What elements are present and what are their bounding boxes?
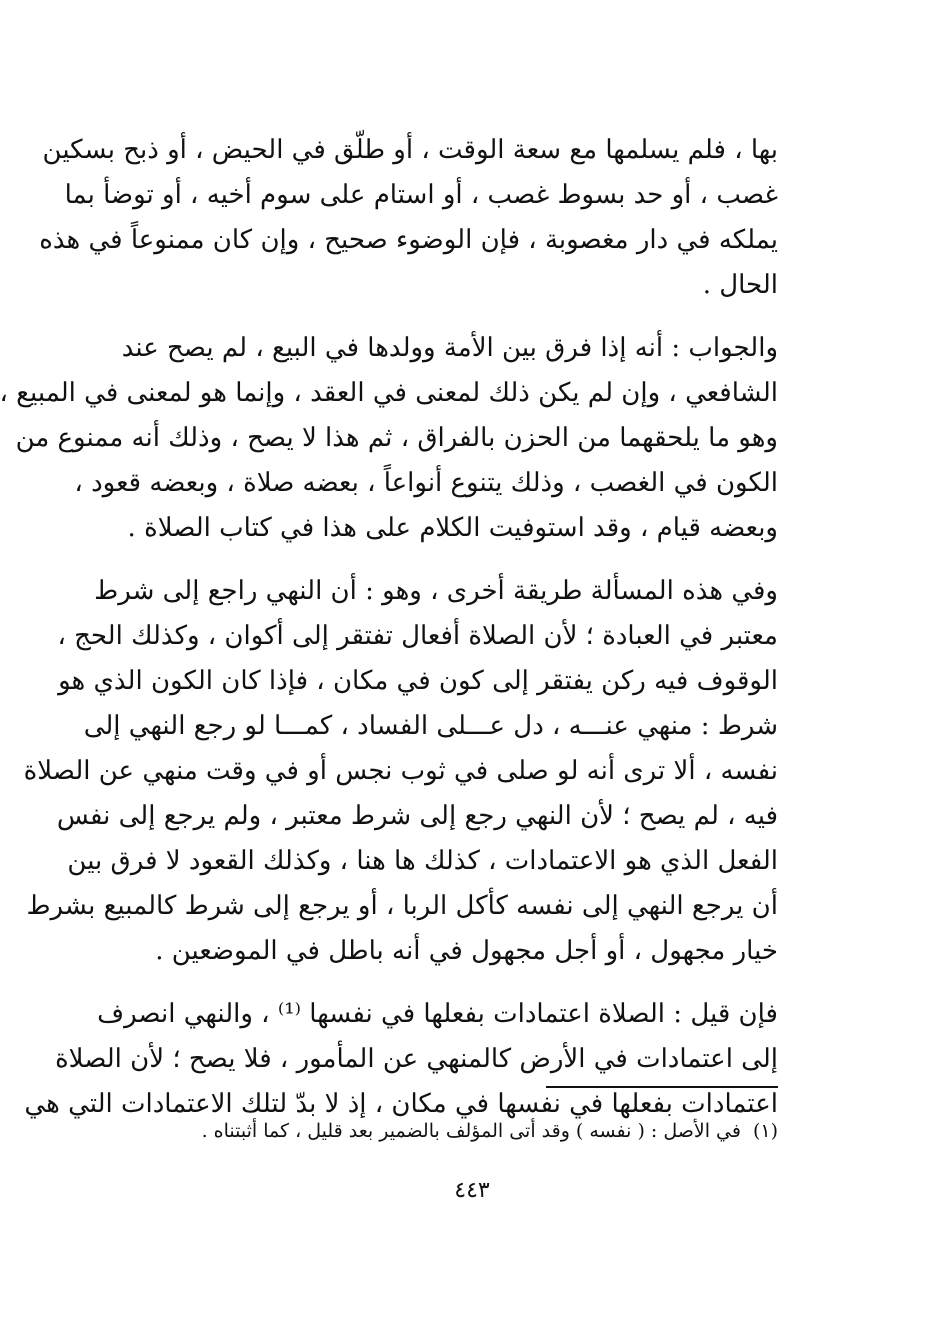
text-line: الوقوف فيه ركن يفتقر إلى كون في مكان ، فإذا كان الكون الذي هو [58, 666, 778, 696]
text-line: غصب ، أو حد بسوط غصب ، أو استام على سوم أخيه ، أو توضأ بما [64, 180, 778, 210]
text-line: اعتمادات بفعلها في نفسها في مكان ، إذ لا بدّ لتلك الاعتمادات التي هي [24, 1089, 778, 1119]
text-line: نفسه ، ألا ترى أنه لو صلى في ثوب نجس أو في وقت منهي عن الصلاة [23, 756, 778, 786]
footnote-divider [546, 1086, 778, 1088]
text-line: يملكه في دار مغصوبة ، فإن الوضوء صحيح ، وإن كان ممنوعاً في هذه [39, 225, 778, 255]
page-number: ٤٤٣ [454, 1178, 490, 1203]
text-line: وهو ما يلحقهما من الحزن بالفراق ، ثم هذا لا يصح ، وذلك أنه ممنوع من [15, 423, 778, 453]
paragraph-4 [24, 992, 778, 1127]
text-line: وفي هذه المسألة طريقة أخرى ، وهو : أن النهي راجع إلى شرط [94, 576, 778, 606]
footnote-text: في الأصل : ( نفسه ) وقد أتى المؤلف بالضمير بعد قليل ، كما أثبتناه . [201, 1120, 741, 1142]
footnote-marker: (١) [752, 1120, 778, 1142]
text-line: شرط : منهي عنـــه ، دل عـــلى الفساد ، كمـــا لو رجع النهي إلى [83, 711, 778, 741]
text-line: أن يرجع النهي إلى نفسه كأكل الربا ، أو يرجع إلى شرط كالمبيع بشرط [26, 891, 778, 921]
text-line: فيه ، لم يصح ؛ لأن النهي رجع إلى شرط معتبر ، ولم يرجع إلى نفس [56, 801, 778, 831]
text-line: الحال . [702, 270, 778, 300]
text-line: وبعضه قيام ، وقد استوفيت الكلام على هذا في كتاب الصلاة . [127, 513, 778, 543]
text-line: والجواب : أنه إذا فرق بين الأمة وولدها في البيع ، لم يصح عند [121, 333, 778, 363]
text-line: بها ، فلم يسلمها مع سعة الوقت ، أو طلّق في الحيض ، أو ذبح بسكين [42, 135, 778, 165]
text-line: معتبر في العبادة ؛ لأن الصلاة أفعال تفتقر إلى أكوان ، وكذلك الحج ، [57, 621, 778, 651]
text-line: فإن قيل : الصلاة اعتمادات بفعلها في نفسها ⁽¹⁾ ، والنهي انصرف [97, 999, 778, 1029]
text-line: خيار مجهول ، أو أجل مجهول في أنه باطل في الموضعين . [155, 936, 778, 966]
body-text [0, 128, 778, 1145]
text-line: إلى اعتمادات في الأرض كالمنهي عن المأمور ، فلا يصح ؛ لأن الصلاة [55, 1044, 778, 1074]
paragraph-3 [23, 569, 778, 974]
text-line: الكون في الغصب ، وذلك يتنوع أنواعاً ، بعضه صلاة ، وبعضه قعود ، [74, 468, 778, 498]
text-line: الفعل الذي هو الاعتمادات ، كذلك ها هنا ، وكذلك القعود لا فرق بين [67, 846, 778, 876]
paragraph-2 [0, 326, 778, 551]
text-line: الشافعي ، وإن لم يكن ذلك لمعنى في العقد ، وإنما هو لمعنى في المبيع ، [0, 378, 778, 408]
footnote [166, 1116, 778, 1146]
paragraph-1 [39, 128, 778, 308]
